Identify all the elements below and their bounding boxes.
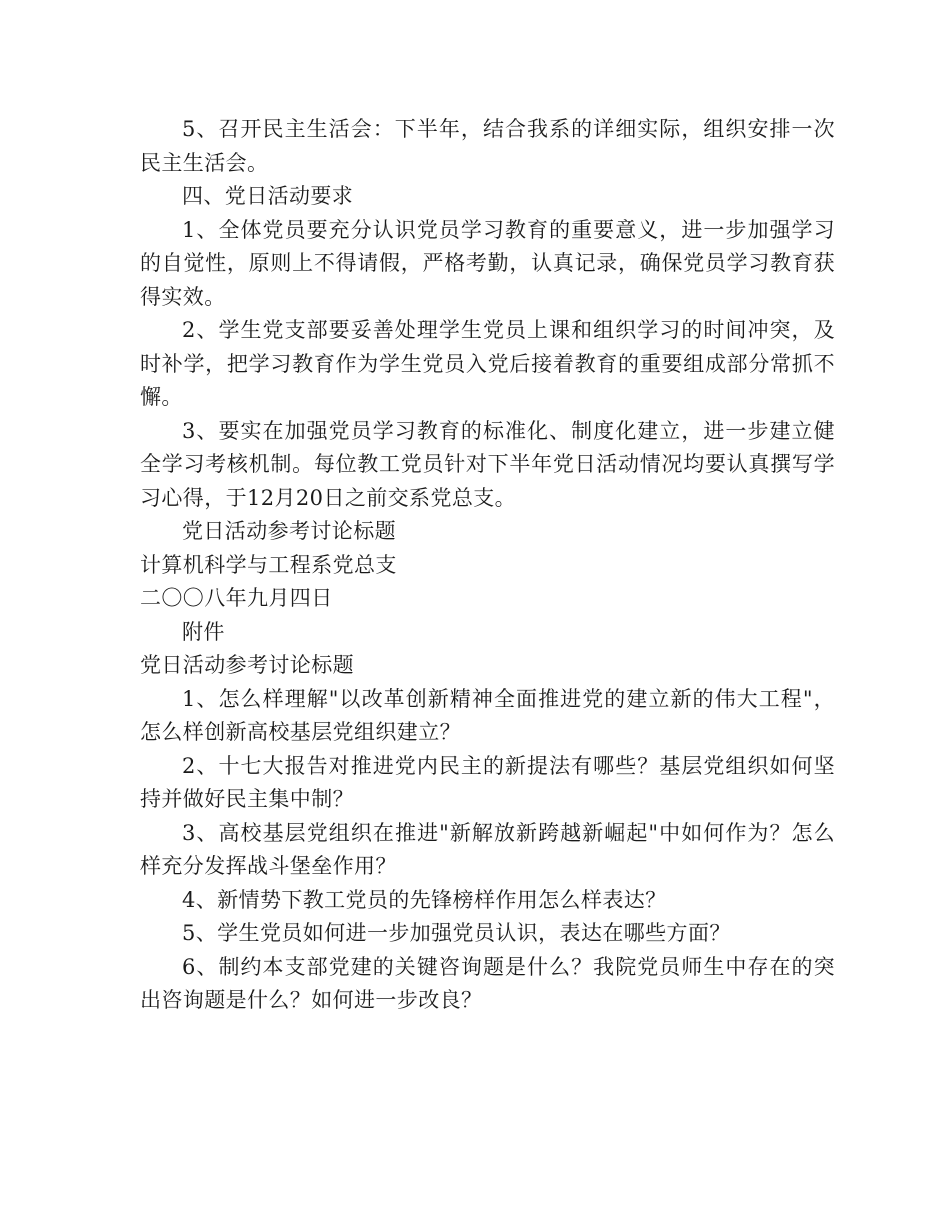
section-heading-requirements: 四、党日活动要求 xyxy=(182,184,354,208)
topic-item-3: 3、高校基层党组织在推进"新解放新跨越新崛起"中如何作为？怎么样充分发挥战斗堡垒作用？ xyxy=(140,820,835,878)
paragraph-requirement-1: 1、全体党员要充分认识党员学习教育的重要意义，进一步加强学习的自觉性，原则上不得请假，严格考勤，认真记录，确保党员学习教育获得实效。 xyxy=(140,217,835,309)
topic-item-2: 2、十七大报告对推进党内民主的新提法有哪些？基层党组织如何坚持并做好民主集中制？ xyxy=(140,753,835,811)
attachment-label: 附件 xyxy=(182,619,225,644)
topic-item-1: 1、怎么样理解"以改革创新精神全面推进党的建立新的伟大工程"，怎么样创新高校基层党组织建立？ xyxy=(140,686,835,744)
signature-organization: 计算机科学与工程系党总支 xyxy=(140,552,397,577)
paragraph-requirement-2: 2、学生党支部要妥善处理学生党员上课和组织学习的时间冲突，及时补学，把学习教育作为学生党员入党后接着教育的重要组成部分常抓不懈。 xyxy=(140,318,835,409)
signature-date: 二〇〇八年九月四日 xyxy=(140,586,333,610)
paragraph-democratic-life-meeting: 5、召开民主生活会：下半年，结合我系的详细实际，组织安排一次民主生活会。 xyxy=(140,117,835,175)
topic-item-5: 5、学生党员如何进一步加强党员认识，表达在哪些方面？ xyxy=(182,921,731,945)
topic-item-4: 4、新情势下教工党员的先锋榜样作用怎么样表达？ xyxy=(182,887,667,912)
paragraph-requirement-3: 3、要实在加强党员学习教育的标准化、制度化建立，进一步建立健全学习考核机制。每位教工党员针对下半年党日活动情况均要认真撰写学习心得，于12月20日之前交系党总支。 xyxy=(140,418,835,510)
attachment-title: 党日活动参考讨论标题 xyxy=(140,653,354,677)
document-body xyxy=(140,113,835,1018)
paragraph-reference-topics-note: 党日活动参考讨论标题 xyxy=(182,519,396,543)
topic-item-6: 6、制约本支部党建的关键咨询题是什么？我院党员师生中存在的突出咨询题是什么？如何进一步改良？ xyxy=(140,954,835,1012)
